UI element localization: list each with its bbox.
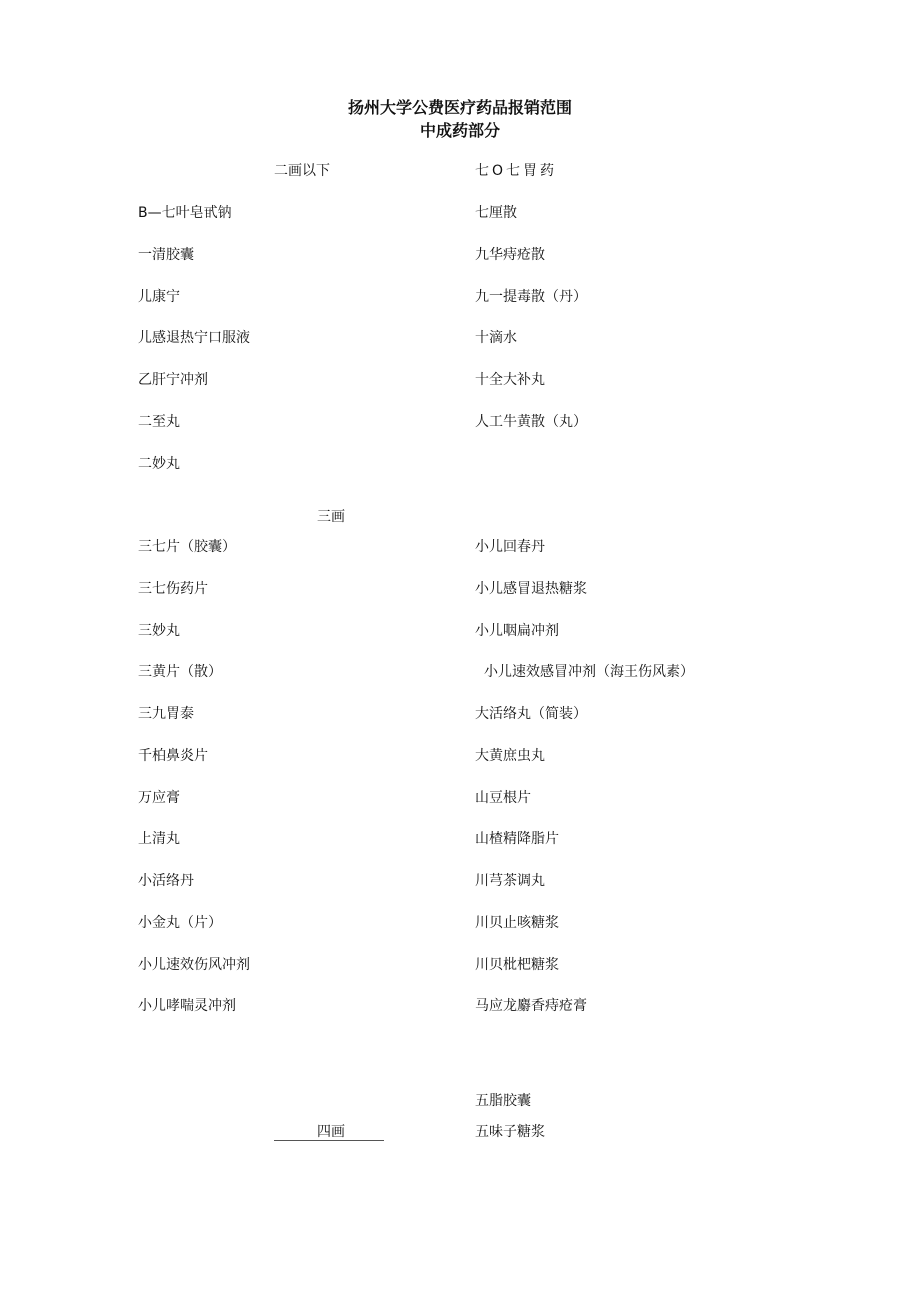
list-item: 五脂胶囊: [475, 1093, 531, 1109]
list-item: 十全大补丸: [475, 372, 545, 388]
list-item: 小金丸（片）: [138, 915, 222, 931]
list-item: 儿康宁: [138, 289, 180, 305]
list-item: 小儿感冒退热糖浆: [475, 581, 587, 597]
list-item: 三七片（胶囊）: [138, 539, 236, 555]
list-item: 二妙丸: [138, 456, 180, 472]
list-item: 五味子糖浆: [475, 1124, 545, 1140]
list-item: 万应膏: [138, 790, 180, 806]
list-item: 小儿哮喘灵冲剂: [138, 998, 236, 1014]
section-underline: [274, 1140, 384, 1141]
list-item: 大活络丸（简装）: [475, 706, 587, 722]
list-item: 三妙丸: [138, 623, 180, 639]
list-item: 小儿回春丹: [475, 539, 545, 555]
list-item: 千柏鼻炎片: [138, 748, 208, 764]
list-item: 七厘散: [475, 205, 517, 221]
list-item: 三九胃泰: [138, 706, 194, 722]
list-item: 川贝止咳糖浆: [475, 915, 559, 931]
list-item: 小儿速效感冒冲剂（海王伤风素）: [484, 664, 694, 680]
list-item: 小儿咽扁冲剂: [475, 623, 559, 639]
list-item: 山豆根片: [475, 790, 531, 806]
page-title: 扬州大学公费医疗药品报销范围: [347, 98, 572, 117]
list-item: 十滴水: [475, 330, 517, 346]
list-item: 川芎茶调丸: [475, 873, 545, 889]
section-heading-three-strokes: 三画: [317, 509, 345, 525]
list-item: 二至丸: [138, 414, 180, 430]
list-item: B—七叶皂甙钠: [138, 205, 232, 221]
list-item: 上清丸: [138, 831, 180, 847]
list-item: 大黄庶虫丸: [475, 748, 545, 764]
section-heading-four-strokes: 四画: [317, 1124, 345, 1140]
list-item: 人工牛黄散（丸）: [475, 414, 587, 430]
list-item: 三黄片（散）: [138, 664, 222, 680]
list-item: 一清胶囊: [138, 247, 194, 263]
page-subtitle: 中成药部分: [419, 121, 500, 140]
list-item: 川贝枇杷糖浆: [475, 957, 559, 973]
list-item: 九华痔疮散: [475, 247, 545, 263]
list-item: 小活络丹: [138, 873, 194, 889]
list-item: 马应龙麝香痔疮膏: [475, 998, 587, 1014]
list-item: 乙肝宁冲剂: [138, 372, 208, 388]
section-heading-two-strokes: 二画以下: [274, 163, 330, 179]
list-item: 三七伤药片: [138, 581, 208, 597]
list-item: 儿感退热宁口服液: [138, 330, 250, 346]
list-item: 九一提毒散（丹）: [475, 289, 587, 305]
list-item: 七O七胃药: [475, 163, 558, 179]
list-item: 小儿速效伤风冲剂: [138, 957, 250, 973]
list-item: 山楂精降脂片: [475, 831, 559, 847]
